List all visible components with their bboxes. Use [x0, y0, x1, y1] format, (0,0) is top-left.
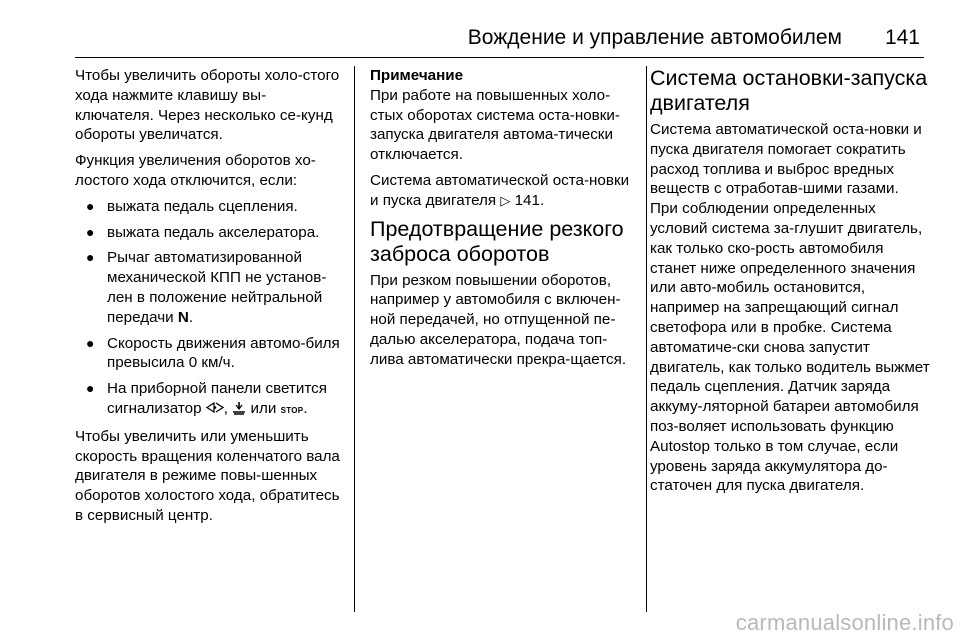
list-item: ● Скорость движения автомо-биля превысила 0 км/ч. — [86, 334, 340, 372]
ref-arrow-icon: ▷ — [500, 192, 511, 208]
column-right — [650, 66, 930, 502]
watermark: carmanualsonline.info — [735, 610, 954, 635]
page-number: 141 — [884, 26, 920, 49]
bullet-icon: ● — [86, 223, 95, 240]
page-title: Вождение и управление автомобилем — [467, 26, 842, 49]
note-paragraph: Система автоматической оста-новки и пуска двигателя ▷ 141. — [370, 171, 630, 209]
list-item: ● Рычаг автоматизированной механической КПП не установ-лен в положение нейтральной передачи N. — [86, 249, 327, 326]
page-reference[interactable]: 141. — [514, 191, 545, 209]
autostop-indicator-icon — [206, 401, 224, 414]
paragraph: Система автоматической оста-новки и пуска двигателя помогает сократить расход топлива и выброс вредных веществ с отработав-шими газами. При соблюдении определенных условий система за-глушит двигатель, как только ско-рость автомобиля станет ниже определенного значения или авто-мобиль остановится, например на запрещающий сигнал светофора или в пробке. Система автоматиче-ски снова запустит двигатель, как только водитель выжмет педаль сцепления. Датчик заряда аккуму-ляторной батареи автомобиля поз-воляет использовать функцию Autostop только в том случае, если уровень заряда аккумулятора до-статочен для пуска двигателя. — [650, 121, 930, 495]
list-item: ● На приборной панели светится сигнализатор , или STOP. — [86, 380, 327, 417]
stop-indicator-icon: STOP — [280, 405, 304, 415]
list-item: ● выжата педаль сцепления. — [86, 197, 298, 215]
column-left — [75, 66, 343, 532]
section-heading: Предотвращение резкого заброса оборотов — [370, 216, 624, 266]
list-item: ● выжата педаль акселератора. — [86, 223, 320, 241]
column-divider-2 — [646, 66, 647, 612]
paragraph: Чтобы увеличить или уменьшить скорость вращения коленчатого вала двигателя в режиме повы-шенных оборотов холостого хода, обратитесь в сервисный центр. — [75, 427, 340, 524]
column-middle — [370, 66, 636, 376]
gear-neutral-label: N — [177, 308, 189, 326]
section-heading: Система остановки-запуска двигателя — [650, 66, 928, 115]
bullet-icon: ● — [86, 197, 95, 214]
bullet-icon: ● — [86, 334, 95, 351]
condition-list — [75, 197, 343, 421]
paragraph: Чтобы увеличить обороты холо-стого хода нажмите клавишу вы-ключателя. Через несколько се-кунд обороты увеличатся. — [75, 67, 340, 144]
paragraph: При резком повышении оборотов, например у автомобиля с включен-ной передачей, но отпущенной пе-далью акселератора, подача топ-лива автоматически прекра-щается. — [370, 271, 627, 368]
bullet-icon: ● — [86, 249, 95, 266]
engine-indicator-icon — [232, 401, 246, 415]
column-divider-1 — [354, 66, 355, 612]
note-title: Примечание — [370, 67, 464, 84]
note-paragraph: При работе на повышенных холо-стых оборотах система оста-новки-запуска двигателя автома-тически отключается. — [370, 86, 620, 164]
header-divider — [75, 57, 924, 58]
page-header — [0, 0, 960, 54]
paragraph: Функция увеличения оборотов хо-лостого хода отключится, если: — [75, 152, 316, 189]
bullet-icon: ● — [86, 380, 95, 397]
